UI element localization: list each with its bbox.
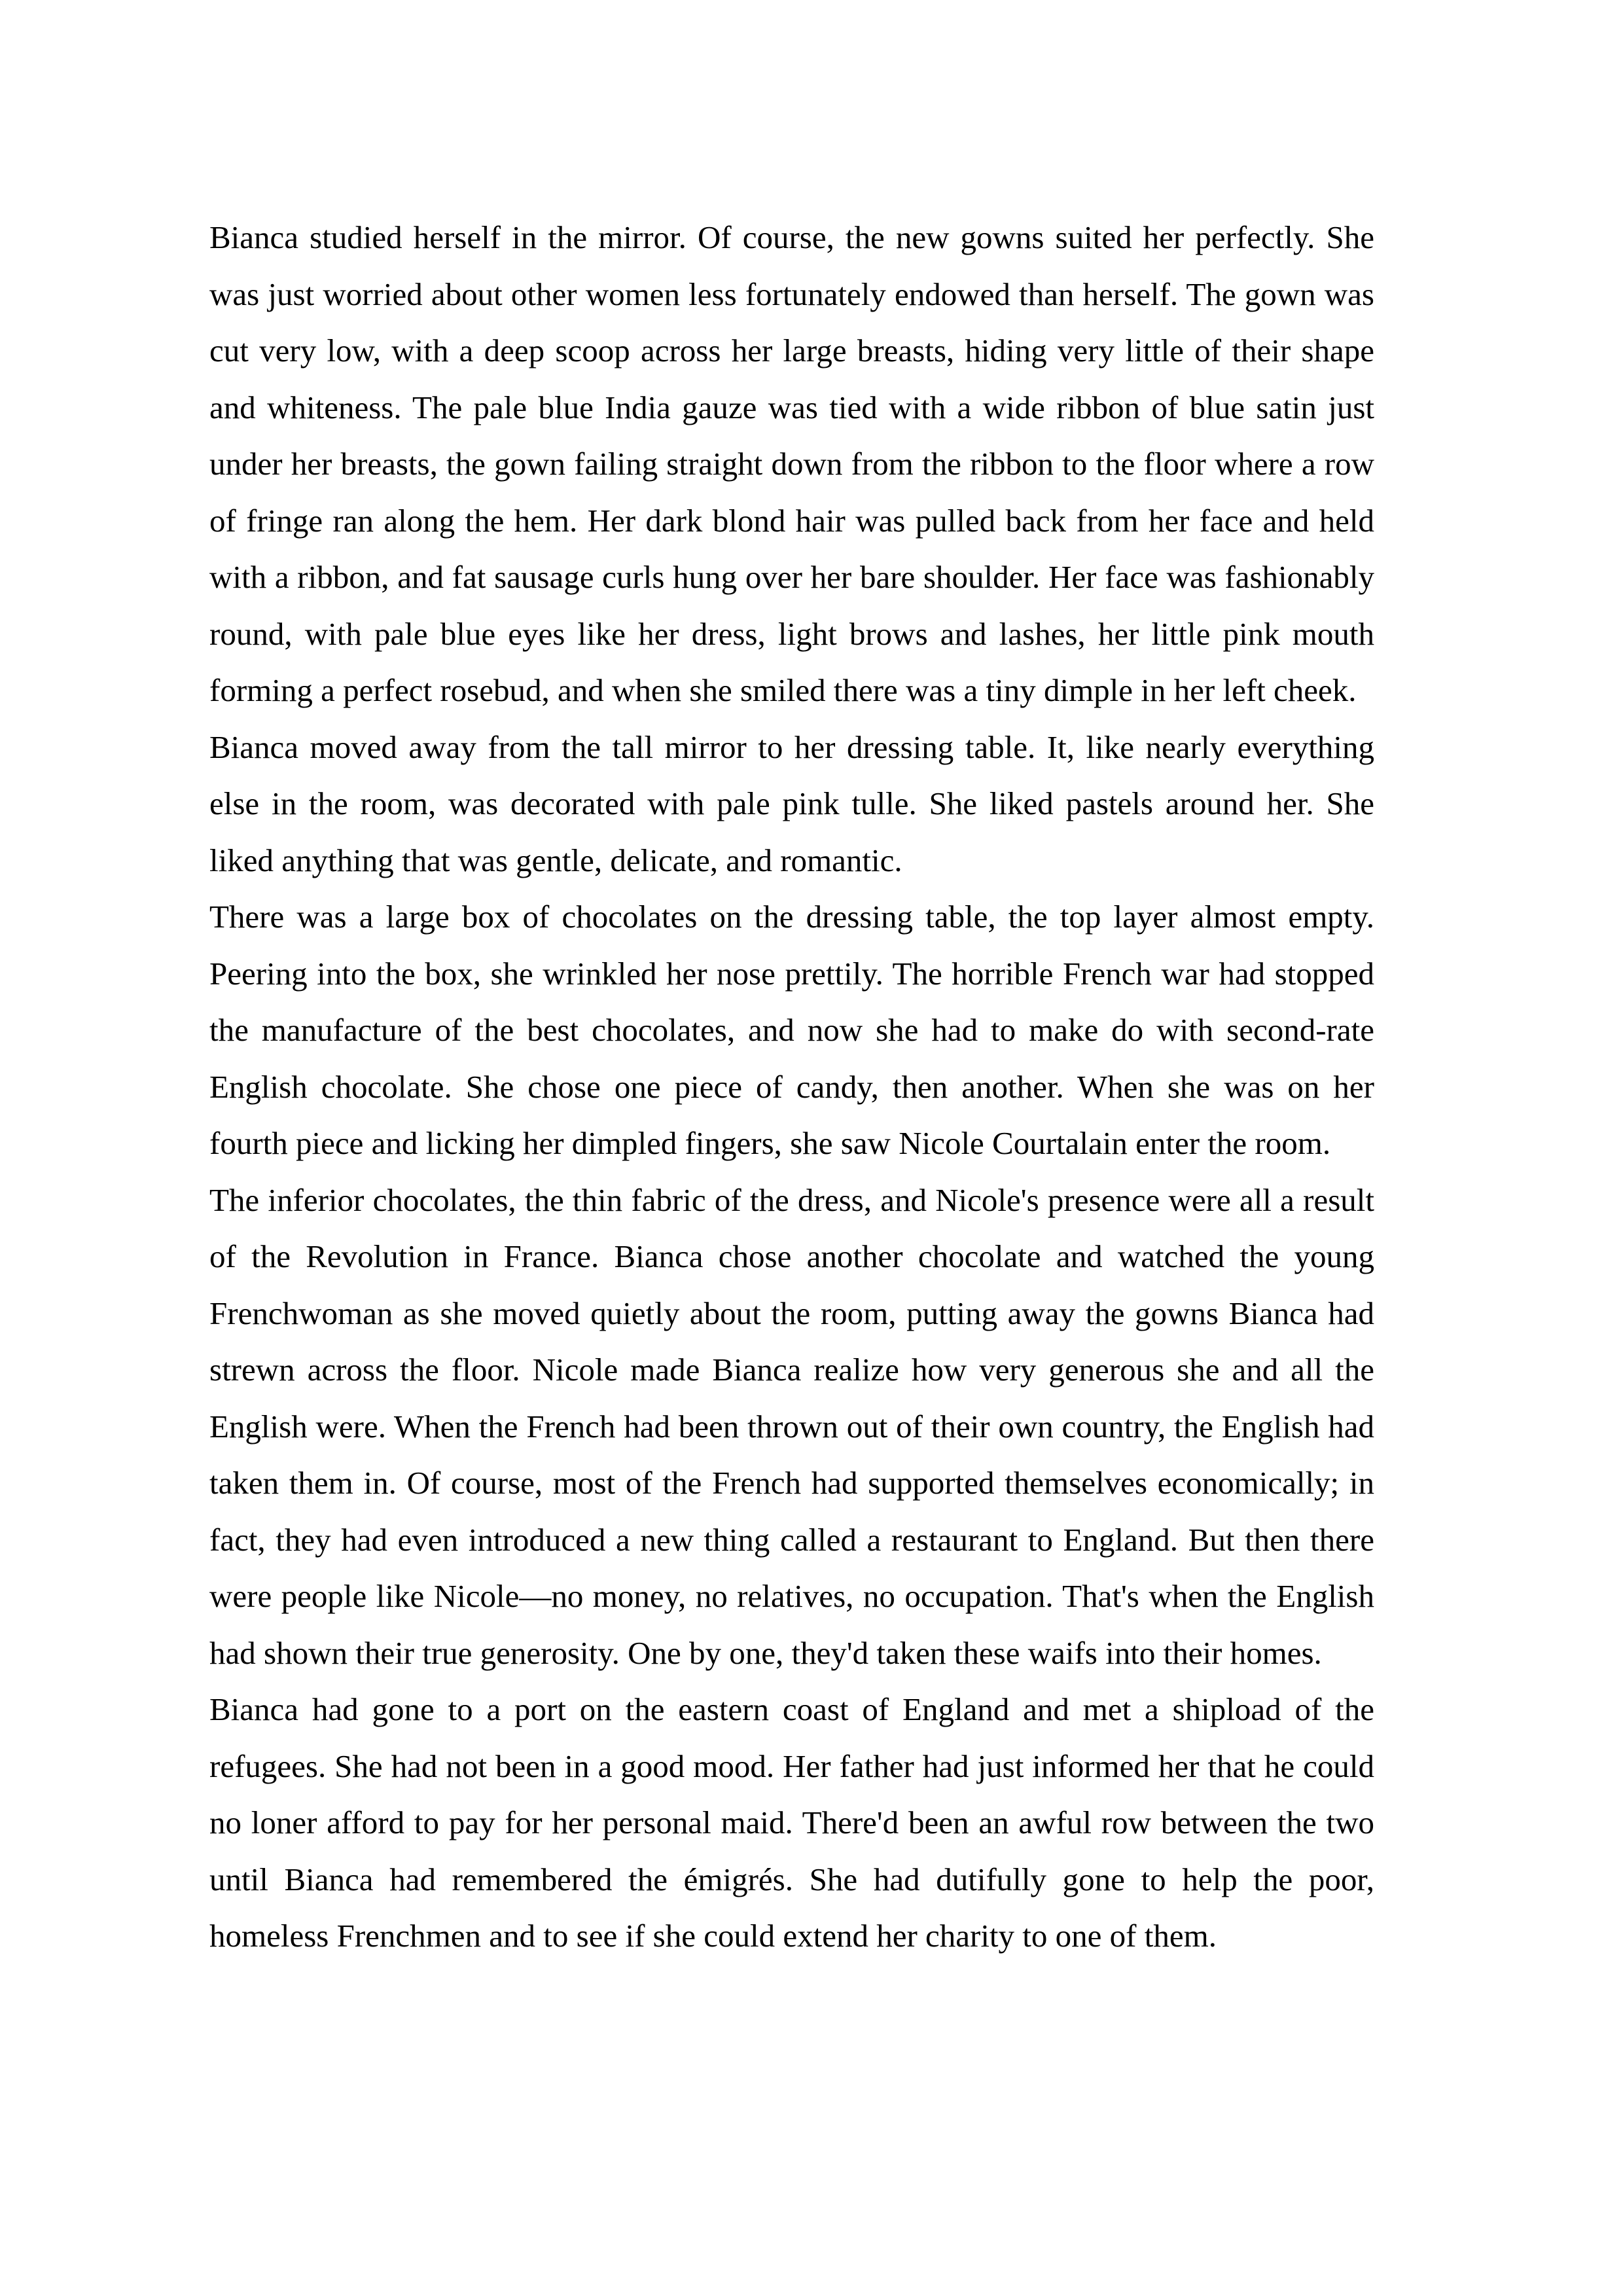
paragraph-4: The inferior chocolates, the thin fabric of the dress, and Nicole's presence were all a result of the Revolution in France. Bianca chose another chocolate and watched the young Frenchwoman as she moved quietly about the room, putting away the gowns Bianca had strewn across the floor. Nicole made Bianca realize how very generous she and all the English were. When the French had been thrown out of their own country, the English had taken them in. Of course, most of the French had supported themselves economically; in fact, they had even introduced a new thing called a restaurant to England. But then there were people like Nicole—no money, no relatives, no occupation. That's when the English had shown their true generosity. One by one, they'd taken these waifs into their homes. xyxy=(209,1181,1374,1671)
paragraph-1: Bianca studied herself in the mirror. Of course, the new gowns suited her perfectly. She was just worried about other women less fortunately endowed than herself. The gown was cut very low, with a deep scoop across her large breasts, hiding very little of their shape and whiteness. The pale blue India gauze was tied with a wide ribbon of blue satin just under her breasts, the gown failing straight down from the ribbon to the floor where a row of fringe ran along the hem. Her dark blond hair was pulled back from her face and held with a ribbon, and fat sausage curls hung over her bare shoulder. Her face was fashionably round, with pale blue eyes like her dress, light brows and lashes, her little pink mouth forming a perfect rosebud, and when she smiled there was a tiny dimple in her left cheek. xyxy=(209,219,1374,708)
paragraph-3: There was a large box of chocolates on the dressing table, the top layer almost empty. Peering into the box, she wrinkled her nose prettily. The horrible French war had stopped the manufacture of the best chocolates, and now she had to make do with second-rate English chocolate. She chose one piece of candy, then another. When she was on her fourth piece and licking her dimpled fingers, she saw Nicole Courtalain enter the room. xyxy=(209,899,1374,1161)
paragraph-2: Bianca moved away from the tall mirror to her dressing table. It, like nearly everything else in the room, was decorated with pale pink tulle. She liked pastels around her. She liked anything that was gentle, delicate, and romantic. xyxy=(209,728,1374,878)
paragraph-5: Bianca had gone to a port on the eastern coast of England and met a shipload of the refugees. She had not been in a good mood. Her father had just informed her that he could no loner afford to pay for her personal maid. There'd been an awful row between the two until Bianca had remembered the émigrés. She had dutifully gone to help the poor, homeless Frenchmen and to see if she could extend her charity to one of them. xyxy=(209,1691,1374,1954)
body-text xyxy=(209,209,1374,1965)
